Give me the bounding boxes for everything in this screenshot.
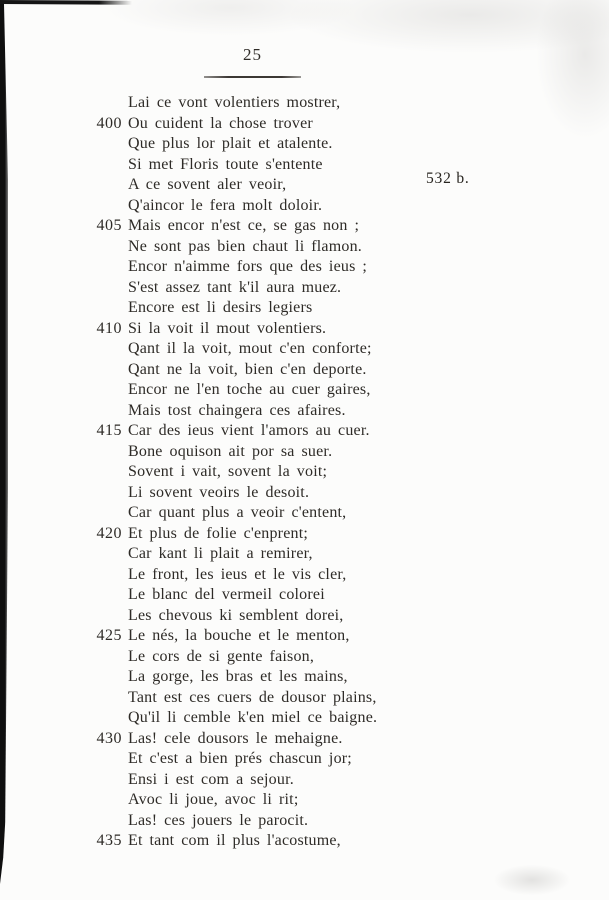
verse-text: Las! ces jouers le parocit. bbox=[128, 811, 309, 829]
poem-line bbox=[84, 565, 377, 586]
poem-line bbox=[84, 688, 377, 709]
poem-line bbox=[84, 749, 377, 770]
verse-text: Le blanc del vermeil colorei bbox=[128, 586, 325, 603]
poem-line bbox=[84, 155, 377, 176]
poem-line bbox=[84, 257, 377, 278]
verse-text: Tant est ces cuers de dousor plains, bbox=[128, 688, 377, 706]
verse-text: Le front, les ieus et le vis cler, bbox=[128, 565, 347, 583]
poem-line bbox=[84, 647, 377, 668]
verse-text: Encor ne l'en toche au cuer gaires, bbox=[128, 381, 371, 398]
verse-text: Mais tost chaingera ces afaires. bbox=[128, 401, 346, 419]
poem-line bbox=[84, 462, 377, 483]
verse-text: Et c'est a bien prés chascun jor; bbox=[128, 750, 352, 767]
verse-text: Que plus lor plait et atalente. bbox=[128, 135, 333, 152]
verse-text: Bone oquison ait por sa suer. bbox=[128, 442, 333, 460]
folio-margin-note: 532 b. bbox=[426, 170, 470, 187]
verse-text: Ne sont pas bien chaut li flamon. bbox=[128, 237, 362, 255]
poem-line bbox=[84, 339, 377, 360]
verse-text: Et tant com il plus l'acostume, bbox=[128, 832, 341, 849]
poem-line bbox=[84, 626, 377, 647]
poem-line bbox=[84, 729, 377, 750]
poem-text bbox=[84, 93, 377, 852]
scan-edge-left-artifact bbox=[0, 4, 8, 884]
verse-text: Q'aincor le fera molt doloir. bbox=[128, 196, 323, 214]
poem-line bbox=[84, 380, 377, 401]
verse-text: A ce sovent aler veoir, bbox=[128, 176, 287, 193]
poem-line bbox=[84, 421, 377, 442]
verse-text: Encor n'aimme fors que des ieus ; bbox=[128, 258, 368, 275]
poem-line bbox=[84, 667, 377, 688]
verse-text: S'est assez tant k'il aura muez. bbox=[128, 278, 342, 296]
scan-edge-top-artifact bbox=[0, 0, 132, 4]
poem-line bbox=[84, 831, 377, 852]
poem-line bbox=[84, 442, 377, 463]
verse-text: Avoc li joue, avoc li rit; bbox=[128, 791, 299, 808]
poem-line bbox=[84, 298, 377, 319]
poem-line bbox=[84, 114, 377, 135]
verse-text: Les chevous ki semblent dorei, bbox=[128, 606, 344, 624]
verse-text: Qant il la voit, mout c'en conforte; bbox=[128, 340, 372, 357]
poem-line bbox=[84, 319, 377, 340]
verse-text: Car des ieus vient l'amors au cuer. bbox=[128, 422, 370, 439]
verse-text: Sovent i vait, sovent la voit; bbox=[128, 463, 328, 480]
poem-line bbox=[84, 811, 377, 832]
verse-text: Lai ce vont volentiers mostrer, bbox=[128, 94, 341, 111]
poem-line bbox=[84, 134, 377, 155]
poem-line bbox=[84, 401, 377, 422]
verse-text: Et plus de folie c'enprent; bbox=[128, 524, 308, 542]
poem-line bbox=[84, 790, 377, 811]
verse-text: Car quant plus a veoir c'entent, bbox=[128, 504, 347, 521]
verse-number: 425 bbox=[96, 627, 122, 644]
poem-line bbox=[84, 216, 377, 237]
poem-line bbox=[84, 360, 377, 381]
verse-number: 400 bbox=[96, 114, 122, 132]
poem-line bbox=[84, 708, 377, 729]
verse-text: La gorge, les bras et les mains, bbox=[128, 668, 348, 685]
poem-line bbox=[84, 524, 377, 545]
verse-number: 430 bbox=[96, 729, 122, 747]
verse-text: Ensi i est com a sejour. bbox=[128, 770, 294, 788]
verse-number: 435 bbox=[96, 832, 122, 849]
verse-text: Le cors de si gente faison, bbox=[128, 647, 315, 665]
verse-number: 410 bbox=[96, 319, 122, 337]
verse-text: Ou cuident la chose trover bbox=[128, 114, 313, 132]
poem-line bbox=[84, 585, 377, 606]
poem-line bbox=[84, 175, 377, 196]
page-number: 25 bbox=[243, 45, 262, 64]
poem-line bbox=[84, 606, 377, 627]
poem-line bbox=[84, 93, 377, 114]
verse-text: Le nés, la bouche et le menton, bbox=[128, 627, 350, 644]
verse-number: 415 bbox=[96, 422, 122, 439]
poem-line bbox=[84, 483, 377, 504]
verse-text: Si la voit il mout volentiers. bbox=[128, 319, 327, 337]
poem-line bbox=[84, 503, 377, 524]
verse-number: 405 bbox=[96, 217, 122, 234]
poem-line bbox=[84, 544, 377, 565]
verse-number: 420 bbox=[96, 524, 122, 542]
verse-text: Las! cele dousors le mehaigne. bbox=[128, 729, 343, 747]
verse-text: Car kant li plait a remirer, bbox=[128, 545, 313, 562]
verse-text: Si met Floris toute s'entente bbox=[128, 155, 323, 173]
poem-line bbox=[84, 196, 377, 217]
verse-text: Qu'il li cemble k'en miel ce baigne. bbox=[128, 709, 378, 726]
page-number-rule bbox=[204, 76, 301, 78]
poem-line bbox=[84, 770, 377, 791]
verse-text: Mais encor n'est ce, se gas non ; bbox=[128, 217, 360, 234]
poem-line bbox=[84, 278, 377, 299]
verse-text: Qant ne la voit, bien c'en deporte. bbox=[128, 360, 367, 378]
verse-text: Encore est li desirs legiers bbox=[128, 299, 313, 316]
verse-text: Li sovent veoirs le desoit. bbox=[128, 483, 310, 501]
poem-line bbox=[84, 237, 377, 258]
